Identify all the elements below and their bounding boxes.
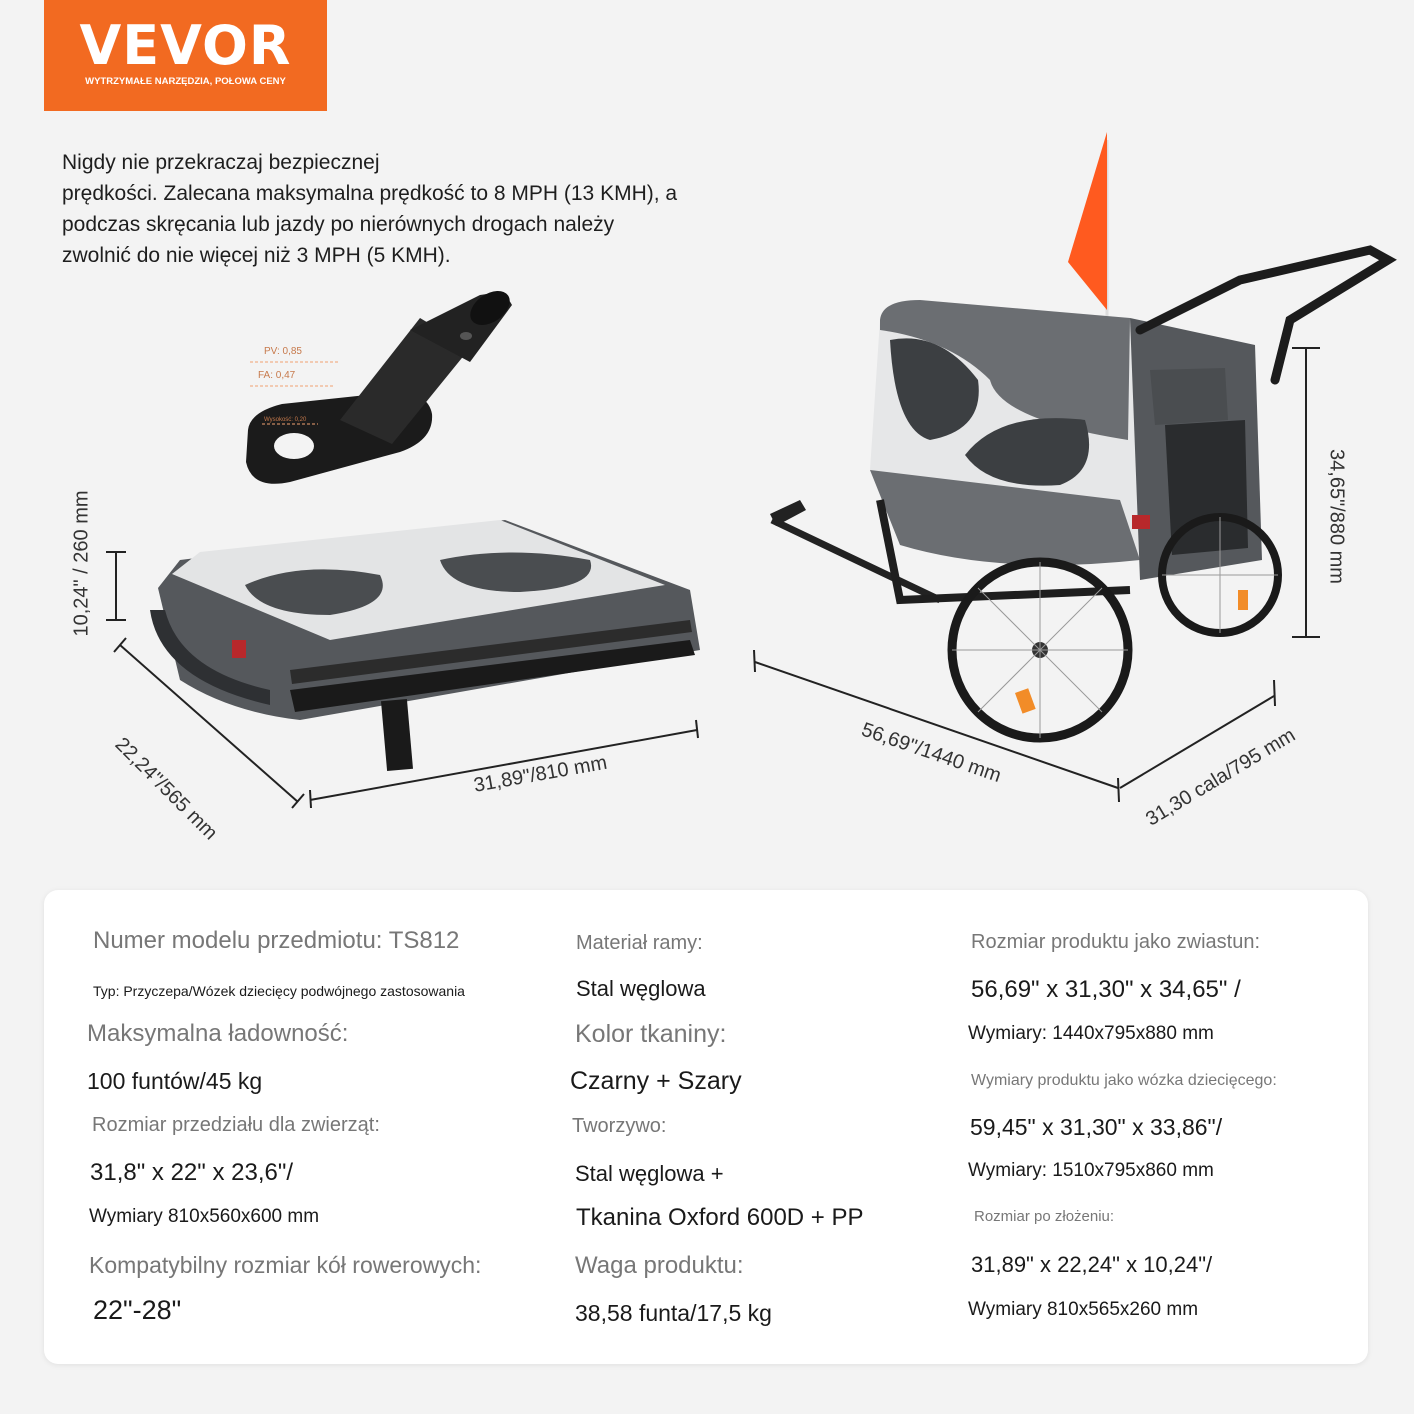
hitch-fa-label: FA: 0,47	[258, 370, 296, 381]
model-number: Numer modelu przedmiotu: TS812	[93, 927, 460, 954]
product-weight-label: Waga produktu:	[575, 1252, 744, 1279]
material-value-line1: Stal węglowa +	[575, 1161, 724, 1186]
notice-line-1: Nigdy nie przekraczaj bezpiecznej	[62, 151, 380, 174]
trailer-width-label: 31,30 cala/795 mm	[1142, 724, 1300, 831]
product-weight-value: 38,58 funta/17,5 kg	[575, 1300, 772, 1326]
hitch-height-label: Wysokość: 0,20	[264, 417, 307, 423]
folded-size-mm: Wymiary 810x565x260 mm	[968, 1299, 1199, 1320]
logo-brand: VEVOR	[79, 14, 292, 77]
fabric-color-value: Czarny + Szary	[570, 1067, 742, 1095]
stroller-size-value: 59,45" x 31,30" x 33,86"/	[970, 1114, 1223, 1140]
material-value-line2: Tkanina Oxford 600D + PP	[576, 1204, 864, 1231]
folded-height-label: 10,24" / 260 mm	[70, 490, 93, 637]
product-type: Typ: Przyczepa/Wózek dziecięcy podwójnego zastosowania	[93, 983, 465, 999]
trailer-size-label: Rozmiar produktu jako zwiastun:	[971, 931, 1261, 953]
trailer-height-label: 34,65"/880 mm	[1325, 449, 1348, 584]
folded-length-label: 31,89"/810 mm	[472, 751, 609, 797]
trailer-length-label: 56,69"/1440 mm	[858, 718, 1004, 787]
logo-tagline: WYTRZYMAŁE NARZĘDZIA, POŁOWA CENY	[85, 76, 286, 87]
material-label: Tworzywo:	[572, 1115, 667, 1137]
notice-line-4: zwolnić do nie więcej niż 3 MPH (5 KMH).	[62, 244, 451, 267]
wheel-size-value: 22"-28"	[93, 1295, 182, 1325]
compartment-size-label: Rozmiar przedziału dla zwierząt:	[92, 1114, 380, 1136]
frame-material-value: Stal węglowa	[576, 976, 706, 1001]
trailer-size-value: 56,69" x 31,30" x 34,65" /	[971, 976, 1241, 1003]
compartment-size-mm: Wymiary 810x560x600 mm	[89, 1206, 320, 1227]
max-load-value: 100 funtów/45 kg	[87, 1068, 263, 1094]
stroller-size-mm: Wymiary: 1510x795x860 mm	[968, 1160, 1214, 1181]
wheel-size-label: Kompatybilny rozmiar kół rowerowych:	[89, 1252, 482, 1278]
frame-material-label: Materiał ramy:	[576, 932, 703, 954]
compartment-size-value: 31,8" x 22" x 23,6"/	[90, 1159, 294, 1186]
folded-size-value: 31,89" x 22,24" x 10,24"/	[971, 1252, 1213, 1277]
hitch-connector-image	[246, 284, 516, 484]
specification-card	[44, 890, 1368, 1364]
folded-size-label: Rozmiar po złożeniu:	[974, 1208, 1115, 1225]
max-load-label: Maksymalna ładowność:	[87, 1020, 349, 1047]
notice-line-3: podczas skręcania lub jazdy po nierównych drogach należy	[62, 213, 615, 236]
stroller-size-label: Wymiary produktu jako wózka dziecięcego:	[971, 1072, 1277, 1089]
fabric-color-label: Kolor tkaniny:	[575, 1020, 727, 1048]
folded-trailer-image	[150, 520, 700, 771]
trailer-image	[770, 132, 1388, 738]
folded-depth-label: 22,24"/565 mm	[110, 733, 222, 845]
hitch-pv-label: PV: 0,85	[264, 346, 302, 357]
notice-line-2: prędkości. Zalecana maksymalna prędkość to 8 MPH (13 KMH), a	[62, 182, 678, 205]
trailer-size-mm: Wymiary: 1440x795x880 mm	[968, 1023, 1214, 1044]
